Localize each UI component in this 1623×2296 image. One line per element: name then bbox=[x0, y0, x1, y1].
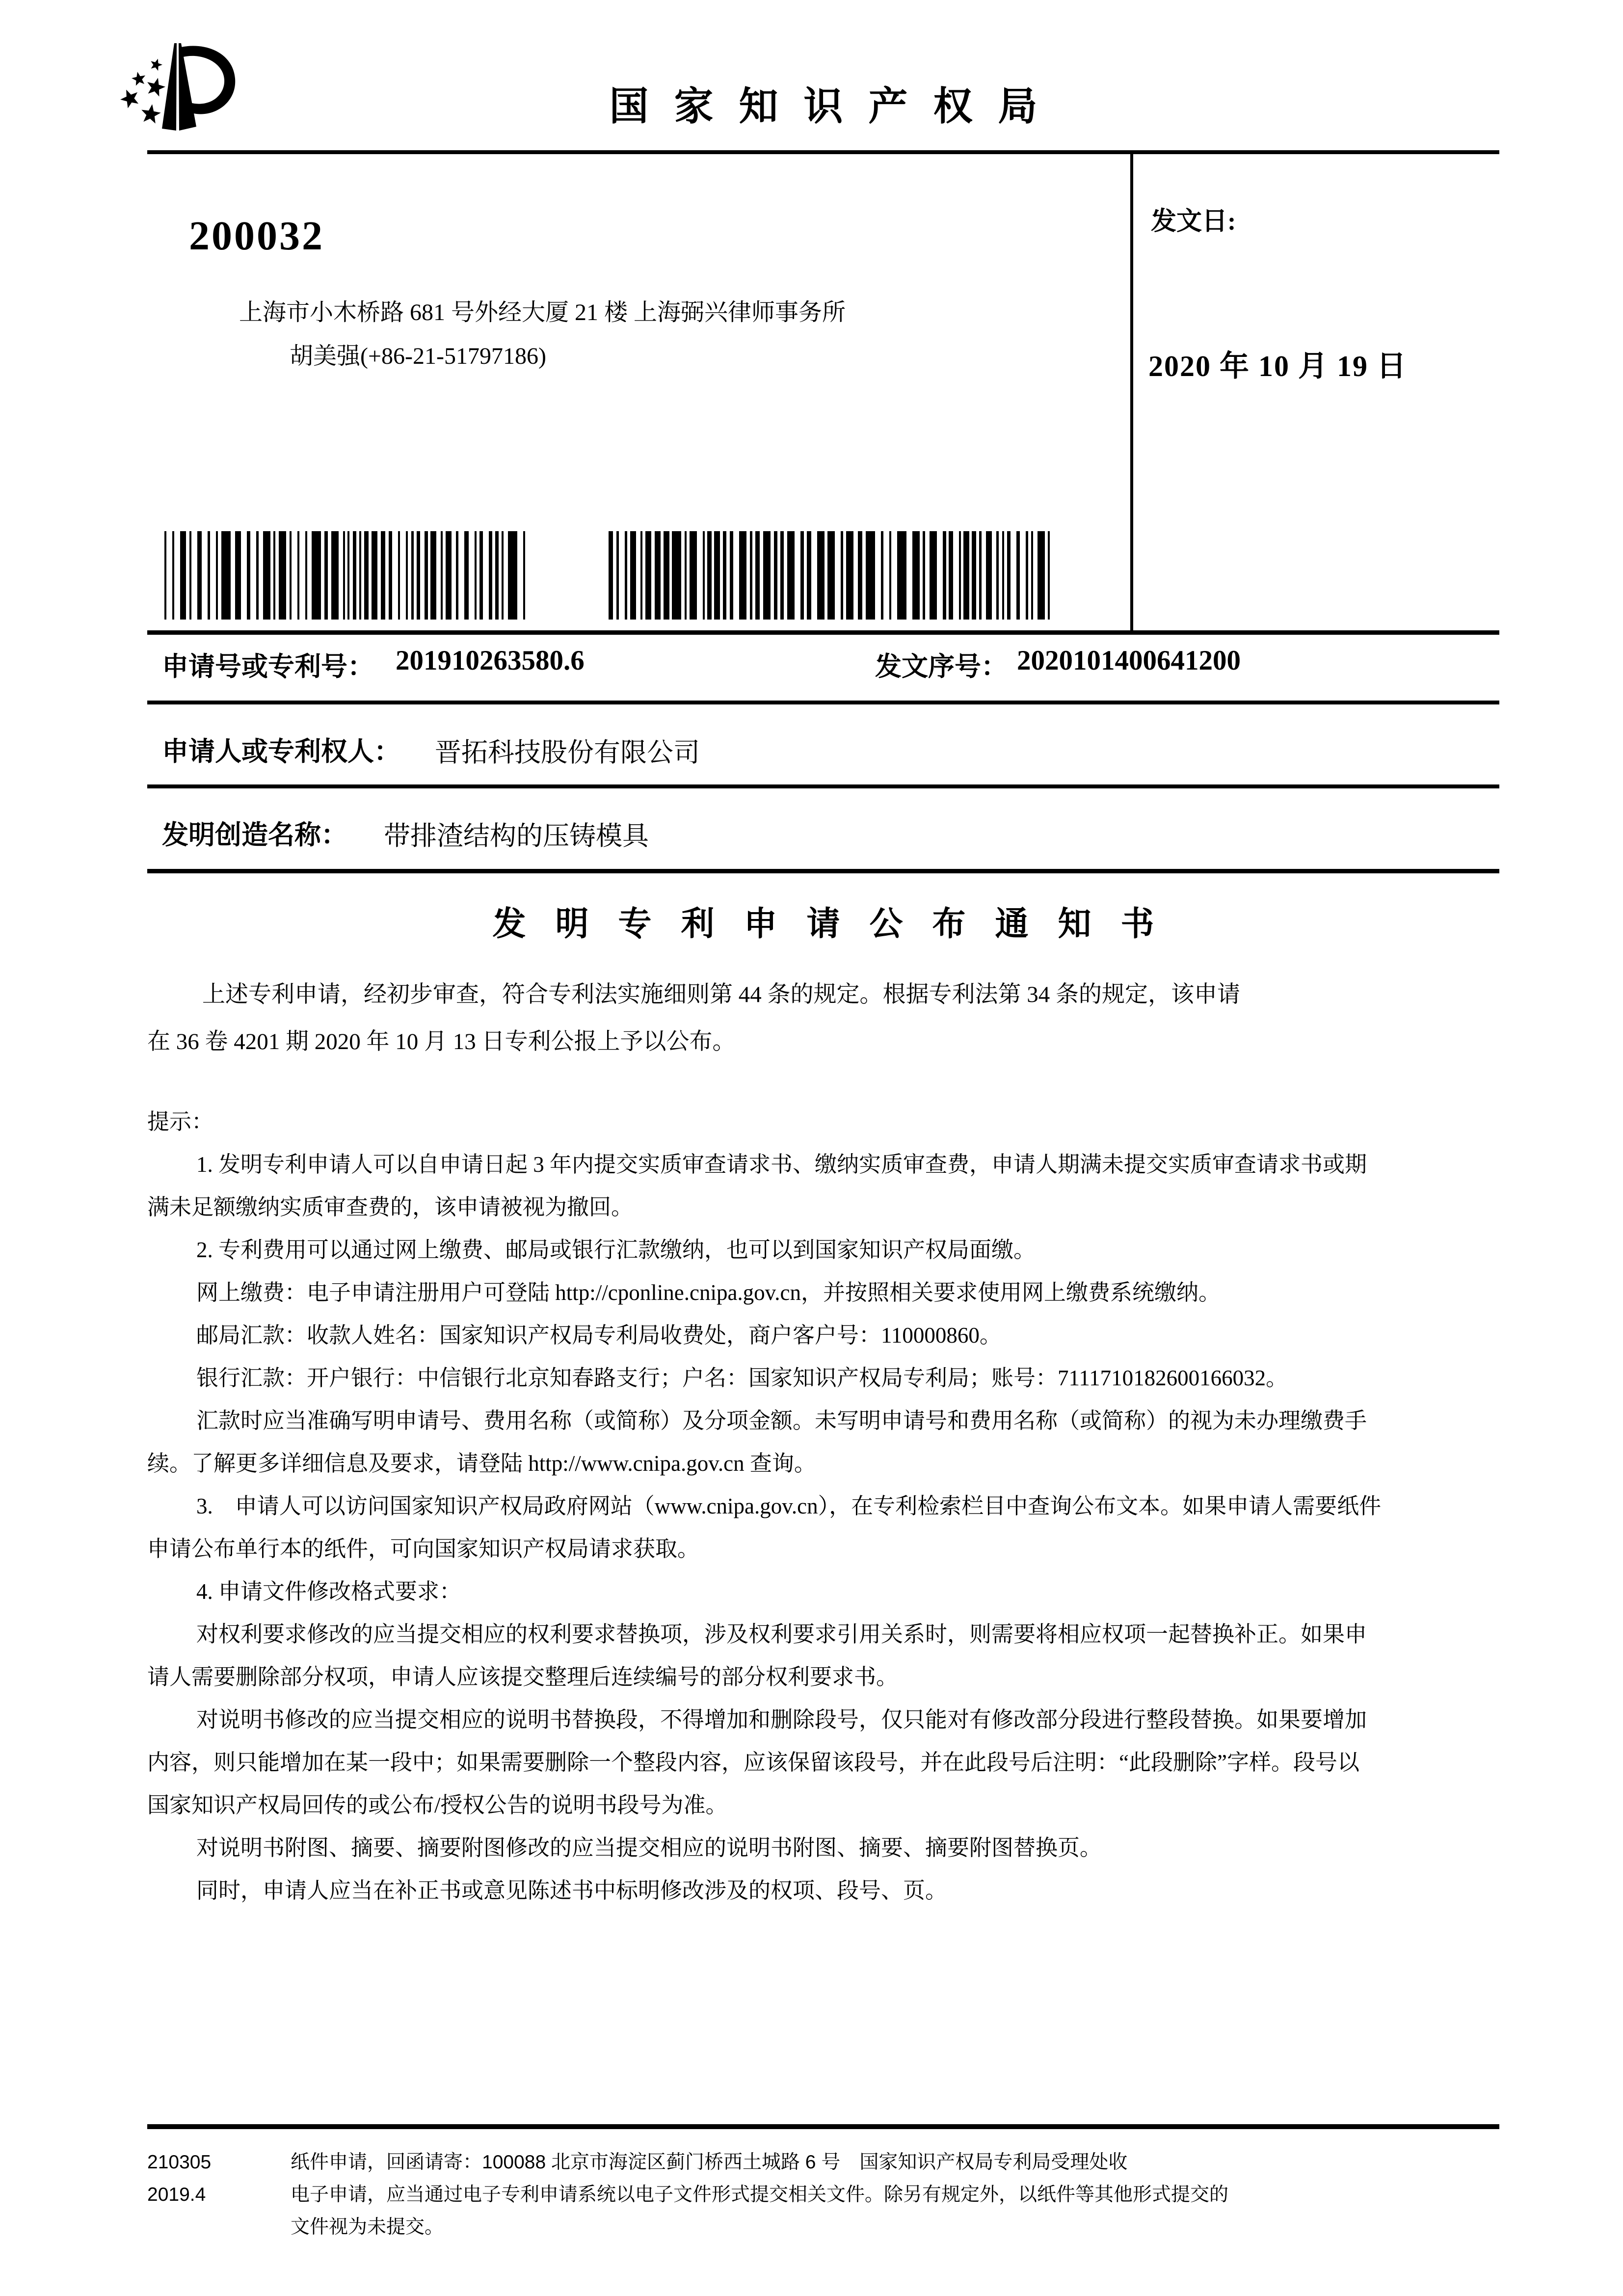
barcode-bar bbox=[979, 531, 982, 620]
barcode-bar bbox=[807, 531, 811, 620]
barcode-bar bbox=[502, 531, 504, 620]
divider-header bbox=[147, 150, 1499, 154]
barcode-bar bbox=[189, 531, 191, 620]
serial-no-value: 2020101400641200 bbox=[1017, 645, 1241, 676]
tips-line: 提示： bbox=[147, 1109, 214, 1134]
tips-line: 请人需要删除部分权项，申请人应该提交整理后连续编号的部分权利要求书。 bbox=[147, 1665, 899, 1689]
barcode-bar bbox=[707, 531, 712, 620]
barcode-bar bbox=[827, 531, 835, 620]
barcode-bar bbox=[787, 531, 795, 620]
tips-line: 对权利要求修改的应当提交相应的权利要求替换项，涉及权利要求引用关系时，则需要将相应权项一起替换补正。如果申 bbox=[196, 1622, 1367, 1647]
barcode-bar bbox=[180, 531, 186, 620]
footer-code: 210305 bbox=[147, 2152, 212, 2173]
barcode-bar bbox=[774, 531, 777, 620]
footer-line: 纸件申请，回函请寄：100088 北京市海淀区蓟门桥西土城路 6 号 国家知识产权局专利局受理处收 bbox=[291, 2152, 1128, 2173]
star-icon bbox=[132, 72, 145, 85]
barcode-bar bbox=[800, 531, 804, 620]
barcode-bar bbox=[359, 531, 361, 620]
tips-line: 同时，申请人应当在补正书或意见陈述书中标明修改涉及的权项、段号、页。 bbox=[196, 1878, 948, 1903]
divider-row3-top bbox=[147, 784, 1499, 788]
notice-body bbox=[147, 971, 1500, 1065]
barcode-bar bbox=[723, 531, 726, 620]
barcode-bar bbox=[406, 531, 408, 620]
barcode-bar bbox=[456, 531, 458, 620]
barcode-bar bbox=[256, 531, 259, 620]
barcode-bar bbox=[381, 531, 385, 620]
barcode-bar bbox=[1007, 531, 1011, 620]
barcode-bar bbox=[739, 531, 746, 620]
barcode-bar bbox=[912, 531, 920, 620]
barcode-bar bbox=[609, 531, 613, 620]
barcode-bar bbox=[685, 531, 687, 620]
tips-line: 网上缴费：电子申请注册用户可登陆 http://cponline.cnipa.gov.cn，并按照相关要求使用网上缴费系统缴纳。 bbox=[196, 1280, 1221, 1305]
barcode-right-icon bbox=[609, 531, 1056, 620]
footer-line: 电子申请，应当通过电子专利申请系统以电子文件形式提交相关文件。除另有规定外，以纸件等其他形式提交的 bbox=[291, 2184, 1229, 2205]
footer-line: 文件视为未提交。 bbox=[291, 2216, 444, 2238]
barcode-bar bbox=[780, 531, 784, 620]
tips-line: 邮局汇款：收款人姓名：国家知识产权局专利局收费处，商户客户号：110000860。 bbox=[196, 1323, 1002, 1348]
barcode-bar bbox=[1031, 531, 1033, 620]
barcode-bar bbox=[430, 531, 436, 620]
tips-line: 3. 申请人可以访问国家知识产权局政府网站（www.cnipa.gov.cn），在专利检索栏目中查询公布文本。如果申请人需要纸件 bbox=[196, 1494, 1382, 1518]
barcode-bar bbox=[730, 531, 733, 620]
barcode-bar bbox=[690, 531, 697, 620]
barcode-bar bbox=[846, 531, 853, 620]
barcode-bar bbox=[943, 531, 946, 620]
tips-line: 内容，则只能增加在某一段中；如果需要删除一个整段内容，应该保留该段号，并在此段号后注明：“此段删除”字样。段号以 bbox=[147, 1750, 1359, 1775]
applicant-value: 晋拓科技股份有限公司 bbox=[435, 738, 700, 767]
barcode-bar bbox=[750, 531, 752, 620]
barcode-bar bbox=[817, 531, 825, 620]
barcode-bar bbox=[372, 531, 377, 620]
footer-form-codes bbox=[147, 2146, 211, 2211]
tips-line: 续。了解更多详细信息及要求，请登陆 http://www.cnipa.gov.cn 查询。 bbox=[147, 1451, 816, 1476]
barcode-bar bbox=[986, 531, 992, 620]
barcode-bar bbox=[996, 531, 999, 620]
recipient-address: 上海市小木桥路 681 号外经大厦 21 楼 上海弼兴律师事务所 bbox=[239, 299, 846, 325]
barcode-bar bbox=[279, 531, 286, 620]
tips-line: 申请公布单行本的纸件，可向国家知识产权局请求获取。 bbox=[147, 1537, 700, 1561]
barcode-bar bbox=[172, 531, 174, 620]
barcode-bar bbox=[398, 531, 400, 620]
dispatch-box-border bbox=[1130, 150, 1133, 635]
invention-name-label: 发明创造名称： bbox=[162, 820, 347, 850]
barcode-bar bbox=[1002, 531, 1004, 620]
barcode-bar bbox=[672, 531, 681, 620]
barcode-bar bbox=[235, 531, 241, 620]
postal-code: 200032 bbox=[189, 213, 324, 259]
barcode-bar bbox=[464, 531, 469, 620]
notice-body-line: 上述专利申请，经初步审查，符合专利法实施细则第 44 条的规定。根据专利法第 34 条的规定，该申请 bbox=[202, 982, 1240, 1007]
barcode-bar bbox=[411, 531, 414, 620]
barcode-bar bbox=[475, 531, 477, 620]
divider-footer bbox=[147, 2124, 1499, 2129]
dispatch-date-label: 发文日: bbox=[1151, 208, 1236, 236]
tips-line: 国家知识产权局回传的或公布/授权公告的说明书段号为准。 bbox=[147, 1793, 728, 1817]
barcode-bar bbox=[312, 531, 321, 620]
barcode-bar bbox=[489, 531, 492, 620]
barcode-bar bbox=[164, 531, 166, 620]
barcode-bar bbox=[324, 531, 328, 620]
agency-title: 国家知识产权局 bbox=[609, 85, 1063, 129]
tips-line: 对说明书附图、摘要、摘要附图修改的应当提交相应的说明书附图、摘要、摘要附图替换页。 bbox=[196, 1836, 1102, 1860]
barcode-bar bbox=[897, 531, 906, 620]
footer-code: 2019.4 bbox=[147, 2184, 206, 2205]
tips-line: 4. 申请文件修改格式要求： bbox=[196, 1579, 462, 1604]
application-no-value: 201910263580.6 bbox=[396, 645, 585, 676]
barcode-bar bbox=[273, 531, 275, 620]
barcode-bar bbox=[290, 531, 292, 620]
barcode-bar bbox=[972, 531, 976, 620]
barcode-bar bbox=[343, 531, 345, 620]
barcode-bar bbox=[881, 531, 883, 620]
recipient-contact: 胡美强(+86-21-51797186) bbox=[290, 343, 547, 369]
star-icon bbox=[120, 90, 138, 108]
tips-line: 对说明书修改的应当提交相应的说明书替换段，不得增加和删除段号，仅只能对有修改部分段进行整段替换。如果要增加 bbox=[196, 1707, 1367, 1732]
barcode-bar bbox=[221, 531, 231, 620]
barcode-bar bbox=[841, 531, 843, 620]
barcode-bar bbox=[417, 531, 420, 620]
barcode-bar bbox=[655, 531, 661, 620]
barcode-left-icon bbox=[164, 531, 529, 620]
barcode-bar bbox=[664, 531, 669, 620]
barcode-bar bbox=[479, 531, 483, 620]
barcode-bar bbox=[1026, 531, 1028, 620]
barcode-bar bbox=[630, 531, 636, 620]
notice-body-line: 在 36 卷 4201 期 2020 年 10 月 13 日专利公报上予以公布。 bbox=[147, 1029, 736, 1054]
serial-no-label: 发文序号： bbox=[875, 652, 1008, 681]
barcode-bar bbox=[1048, 531, 1050, 620]
barcode-bar bbox=[508, 531, 517, 620]
divider-row1-top bbox=[147, 630, 1499, 635]
barcode-bar bbox=[755, 531, 760, 620]
barcode-bar bbox=[441, 531, 443, 620]
barcode-bar bbox=[889, 531, 891, 620]
divider-row2-top bbox=[147, 701, 1499, 704]
footer-instructions bbox=[291, 2146, 1498, 2243]
barcode-bar bbox=[714, 531, 720, 620]
barcode-bar bbox=[263, 531, 270, 620]
tips-line: 2. 专利费用可以通过网上缴费、邮局或银行汇款缴纳，也可以到国家知识产权局面缴。 bbox=[196, 1238, 1036, 1262]
barcode-bar bbox=[247, 531, 250, 620]
notice-title: 发明专利申请公布通知书 bbox=[492, 905, 1184, 943]
barcode-bar bbox=[616, 531, 619, 620]
barcode-bar bbox=[763, 531, 771, 620]
barcode-bar bbox=[930, 531, 937, 620]
barcode-bar bbox=[331, 531, 339, 620]
barcode-bar bbox=[389, 531, 392, 620]
dispatch-date-value: 2020 年 10 月 19 日 bbox=[1148, 350, 1407, 382]
barcode-bar bbox=[353, 531, 356, 620]
barcode-bar bbox=[425, 531, 428, 620]
barcode-bar bbox=[703, 531, 705, 620]
barcode-bar bbox=[495, 531, 499, 620]
barcode-bar bbox=[305, 531, 307, 620]
barcode-bar bbox=[1038, 531, 1045, 620]
tips-line: 满未足额缴纳实质审查费的，该申请被视为撤回。 bbox=[147, 1195, 634, 1219]
tips-line: 银行汇款：开户银行：中信银行北京知春路支行；户名：国家知识产权局专利局；账号：7111710182600166032。 bbox=[196, 1366, 1288, 1390]
barcode-bar bbox=[1016, 531, 1020, 620]
tips-section bbox=[147, 1101, 1507, 1912]
barcode-bar bbox=[523, 531, 525, 620]
barcode-bar bbox=[625, 531, 627, 620]
barcode-bar bbox=[866, 531, 875, 620]
divider-table-bottom bbox=[147, 869, 1499, 873]
barcode-bar bbox=[963, 531, 969, 620]
barcode-bar bbox=[364, 531, 369, 620]
barcode-bar bbox=[347, 531, 349, 620]
tips-line: 1. 发明专利申请人可以自申请日起 3 年内提交实质审查请求书、缴纳实质审查费，申请人期满未提交实质审查请求书或期 bbox=[196, 1152, 1367, 1177]
star-icon bbox=[151, 59, 162, 71]
application-no-label: 申请号或专利号： bbox=[162, 652, 374, 681]
barcode-bar bbox=[645, 531, 651, 620]
barcode-bar bbox=[297, 531, 299, 620]
applicant-label: 申请人或专利权人： bbox=[162, 737, 400, 766]
barcode-bar bbox=[959, 531, 961, 620]
barcode-bar bbox=[216, 531, 218, 620]
barcode-bar bbox=[640, 531, 642, 620]
barcode-bar bbox=[949, 531, 953, 620]
tips-line: 汇款时应当准确写明申请号、费用名称（或简称）及分项金额。未写明申请号和费用名称（或简称）的视为未办理缴费手 bbox=[196, 1408, 1367, 1433]
barcode-bar bbox=[858, 531, 862, 620]
barcode-bar bbox=[208, 531, 210, 620]
barcode-bar bbox=[446, 531, 452, 620]
barcode-bar bbox=[197, 531, 202, 620]
invention-name-value: 带排渣结构的压铸模具 bbox=[384, 821, 649, 851]
barcode-bar bbox=[923, 531, 925, 620]
